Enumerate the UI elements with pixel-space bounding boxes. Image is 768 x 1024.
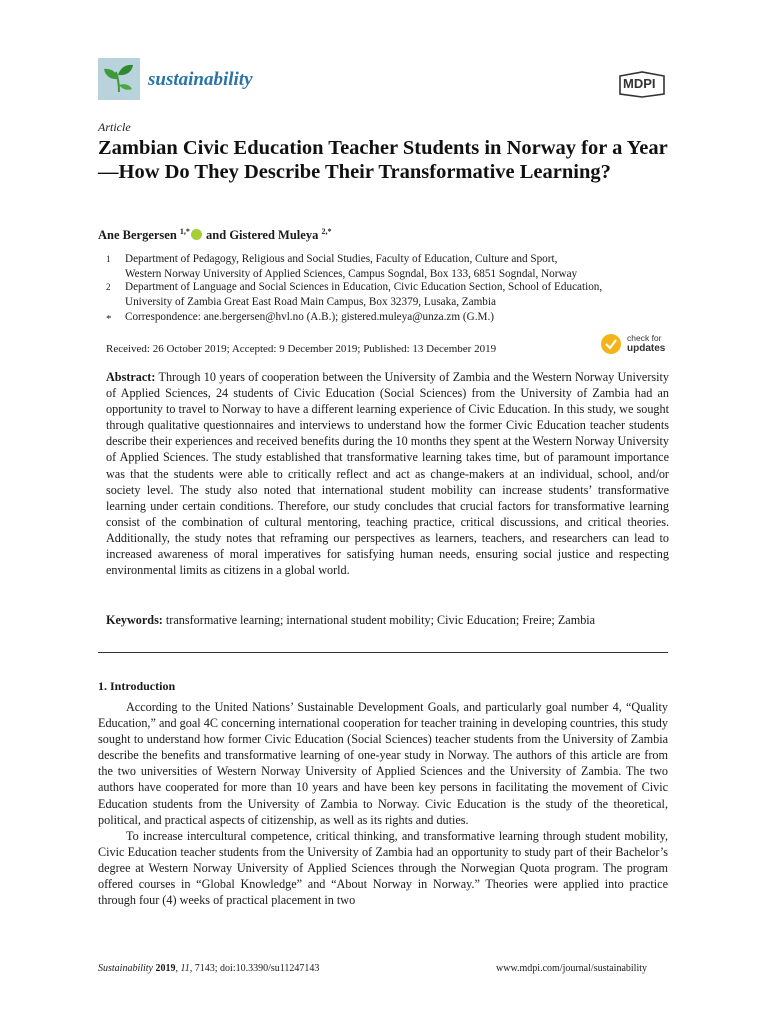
author-connector: and [206,228,227,243]
keywords-text: transformative learning; international student mobility; Civic Education; Freire; Zambia [165,613,596,627]
affiliation-line: Western Norway University of Applied Sciences, Campus Sogndal, Box 133, 6851 Sogndal, Norway [125,268,578,280]
mdpi-logo-text: MDPI [623,76,656,91]
keywords-label: Keywords: [106,613,163,627]
affiliation-number: 2 [106,282,111,292]
orcid-icon[interactable] [191,229,202,240]
journal-url[interactable]: www.mdpi.com/journal/sustainability [496,963,648,974]
paragraph: To increase intercultural competence, critical thinking, and transformative learning through student mobility, Civic Education teacher students from the University of Zambia had an opportunity to study part of their Bachelor’s degree at Western Norway University of Applied Sciences through the Norwegian Quota program. The program offered courses in “Global Knowledge” and “About Norway in Norway.” Theories were applied into practice through four (4) weeks of practical placement in two [98,828,668,908]
author-superscript: 1,* [179,227,190,236]
footer-year: 2019 [155,963,176,974]
journal-name: sustainability [148,69,253,90]
footer-doi[interactable]: , 7143; doi:10.3390/su11247143 [189,963,320,974]
publication-dates: Received: 26 October 2019; Accepted: 9 December 2019; Published: 13 December 2019 [106,343,497,355]
paper-title: Zambian Civic Education Teacher Students in Norway for a Year—How Do They Describe Their Transformative Learning? [98,137,668,183]
paragraph: According to the United Nations’ Sustainable Development Goals, and particularly goal number 4, “Quality Education,” and goal 4C concerning international cooperation for teacher training in developing countries, this study sought to understand how former Civic Education (Social Sciences) teacher students from the University of Zambia describe the benefits and transformative learning of one-year study in Norway. The authors of this article are from the two universities of Western Norway University of Applied Sciences and the University of Zambia. The two authors have cooperated for more than 10 years and have been key persons in facilitating the movement of Civic Education students from the University of Zambia to Norway. Civic Education is the study of the theoretical, political, and practical aspects of citizenship, as well as its rights and duties. [98,700,668,827]
author-name[interactable]: Ane Bergersen [98,228,177,243]
mdpi-logo [614,70,670,103]
check-updates-icon [600,333,622,355]
keywords [106,613,669,628]
section-divider [98,652,668,653]
abstract-label: Abstract: [106,370,156,384]
affiliation [0,280,768,312]
journal-logo [98,58,140,100]
affiliation-number: * [106,313,112,325]
check-updates-line1: check for [627,333,662,343]
author-superscript: 2,* [321,227,332,236]
affiliation-number: 1 [106,254,111,264]
leaf-icon [98,58,140,100]
author-name[interactable]: Gistered Muleya [229,228,319,243]
author-list [98,227,331,243]
citation-footer: Sustainability 2019, 11, 7143; doi:10.3390/su11247143 [98,963,320,974]
affiliation-line: Department of Pedagogy, Religious and Social Studies, Faculty of Education, Culture and Sport, [125,253,558,265]
affiliation-line: Department of Language and Social Sciences in Education, Civic Education Section, School of Education, [125,281,603,293]
check-updates-line2: updates [627,343,666,354]
footer-journal: Sustainability [98,963,153,974]
section-heading: 1. Introduction [98,679,176,693]
abstract-text: Through 10 years of cooperation between the University of Zambia and the Western Norway University of Applied Sciences, 24 students of Civic Education (Social Sciences) from the University of Zambia had an opportunity to travel to Norway to have a different learning experience of Civic Education. In this study, we sought through qualitative questionnaires and interviews to understand how the former Civic Education teacher students describe their experiences and received benefits during the 10 months they spent at the Western Norway University of Applied Sciences. The study established that transformative learning takes time, but of paramount importance was that the students were able to critically reflect and act as change-makers at an individual, school, and/or society level. The study also noted that international student mobility can increase students’ transformative learning under certain conditions. Therefore, our study concludes that crucial factors for transformative learning consist of the combination of cultural mentoring, teaching practice, critical discussions, and critical theories. Additionally, the study notes that reframing our perspectives as learners, teachers, and researchers can lead to increased awareness of moral imperatives for satisfying human needs, ensuring social justice and respecting environmental limits as citizens in a global world. [106,370,669,578]
affiliation-line: University of Zambia Great East Road Main Campus, Box 32379, Lusaka, Zambia [125,296,496,308]
footer-volume: 11 [180,963,190,974]
correspondence [0,310,768,326]
introduction-body [98,699,668,908]
abstract [106,369,669,578]
article-type: Article [98,120,131,134]
correspondence-line[interactable]: Correspondence: ane.bergersen@hvl.no (A.B.); gistered.muleya@unza.zm (G.M.) [125,311,494,323]
